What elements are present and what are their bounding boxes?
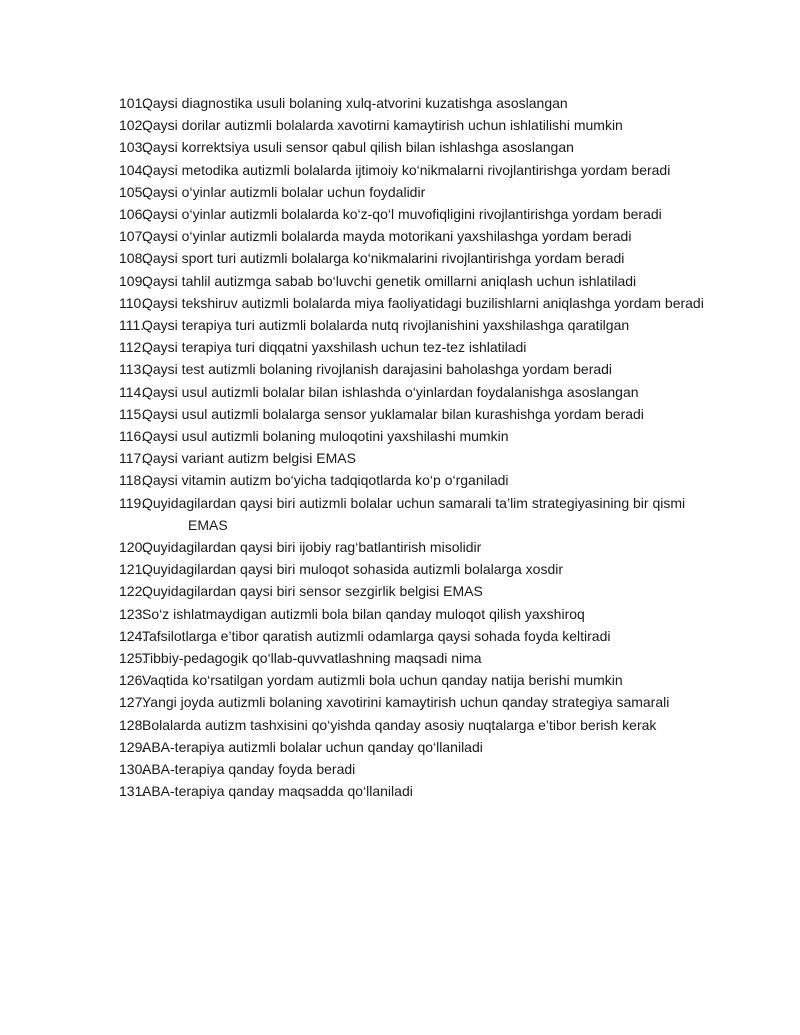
item-text: Tibbiy-pedagogik qo‘llab-quvvatlashning maqsadi nima xyxy=(142,650,482,667)
item-number: 103. xyxy=(119,139,147,156)
item-text: Qaysi dorilar autizmli bolalarda xavotirni kamaytirish uchun ishlatilishi mumkin xyxy=(142,117,623,134)
item-number: 107. xyxy=(119,228,147,245)
list-item xyxy=(119,492,709,536)
item-number: 116. xyxy=(119,428,146,445)
list-item xyxy=(119,159,709,181)
list-item xyxy=(119,358,709,380)
item-text: Qaysi terapiya turi diqqatni yaxshilash uchun tez-tez ishlatiladi xyxy=(142,339,527,356)
item-number: 125. xyxy=(119,650,147,667)
item-text: Qaysi vitamin autizm bo‘yicha tadqiqotlarda ko‘p o‘rganiladi xyxy=(142,472,509,489)
item-number: 127. xyxy=(119,694,147,711)
item-text: Qaysi diagnostika usuli bolaning xulq-atvorini kuzatishga asoslangan xyxy=(142,95,568,111)
item-number: 111. xyxy=(119,317,145,334)
list-item xyxy=(119,381,709,403)
list-item xyxy=(119,270,709,292)
item-number: 128. xyxy=(119,716,147,733)
item-text: Vaqtida ko‘rsatilgan yordam autizmli bola uchun qanday natija berishi mumkin xyxy=(142,672,623,689)
item-number: 124. xyxy=(119,627,147,644)
list-item xyxy=(119,580,709,602)
item-text: Qaysi tekshiruv autizmli bolalarda miya faoliyatidagi buzilishlarni aniqlashga yordam beradi xyxy=(142,294,704,311)
item-number: 104. xyxy=(119,161,147,178)
item-text: Tafsilotlarga e’tibor qaratish autizmli odamlarga qaysi sohada foyda keltiradi xyxy=(142,627,611,644)
item-text: Qaysi test autizmli bolaning rivojlanish darajasini baholashga yordam beradi xyxy=(142,361,613,378)
list-item xyxy=(119,780,709,802)
item-number: 129. xyxy=(119,738,147,755)
item-text: Quyidagilardan qaysi biri sensor sezgirlik belgisi EMAS xyxy=(142,583,483,600)
list-item xyxy=(119,447,709,469)
item-text: ABA-terapiya autizmli bolalar uchun qanday qo‘llaniladi xyxy=(142,738,483,755)
list-item xyxy=(119,714,709,736)
item-number: 114. xyxy=(119,383,146,400)
item-text: So‘z ishlatmaydigan autizmli bola bilan qanday muloqot qilish yaxshiroq xyxy=(142,605,585,622)
item-text: Bolalarda autizm tashxisini qo‘yishda qanday asosiy nuqtalarga e’tibor berish kerak xyxy=(142,716,657,733)
item-number: 102. xyxy=(119,117,147,134)
item-text: Qaysi tahlil autizmga sabab bo‘luvchi genetik omillarni aniqlash uchun ishlatiladi xyxy=(142,272,637,289)
item-text: Qaysi o‘yinlar autizmli bolalarda mayda motorikani yaxshilashga yordam beradi xyxy=(142,228,632,245)
item-text: Qaysi terapiya turi autizmli bolalarda nutq rivojlanishini yaxshilashga qaratilgan xyxy=(142,317,630,334)
item-text: Quyidagilardan qaysi biri ijobiy rag‘batlantirish misolidir xyxy=(142,539,482,556)
item-number: 108. xyxy=(119,250,147,267)
list-item xyxy=(119,603,709,625)
item-text: ABA-terapiya qanday foyda beradi xyxy=(142,761,356,778)
item-number: 112. xyxy=(119,339,146,356)
item-text: Qaysi usul autizmli bolalar bilan ishlashda o‘yinlardan foydalanishga asoslangan xyxy=(142,383,639,400)
item-text: Qaysi usul autizmli bolalarga sensor yuklamalar bilan kurashishga yordam beradi xyxy=(142,405,644,422)
item-text: Qaysi metodika autizmli bolalarda ijtimoiy ko‘nikmalarni rivojlantirishga yordam beradi xyxy=(142,161,671,178)
list-item xyxy=(119,558,709,580)
list-item xyxy=(119,536,709,558)
item-number: 109. xyxy=(119,272,147,289)
item-text: Qaysi o‘yinlar autizmli bolalar uchun foydalidir xyxy=(142,183,426,200)
item-number: 119. xyxy=(119,494,146,511)
item-number: 131. xyxy=(119,783,147,800)
item-number: 101. xyxy=(119,95,147,111)
list-item xyxy=(119,136,709,158)
list-item xyxy=(119,625,709,647)
item-number: 115. xyxy=(119,405,146,422)
item-number: 106. xyxy=(119,206,147,223)
list-item xyxy=(119,736,709,758)
item-text: Qaysi usul autizmli bolaning muloqotini yaxshilashi mumkin xyxy=(142,428,509,445)
item-number: 113. xyxy=(119,361,146,378)
list-item xyxy=(119,314,709,336)
item-number: 122. xyxy=(119,583,147,600)
item-number: 117. xyxy=(119,450,146,467)
item-number: 110. xyxy=(119,294,146,311)
item-text: Qaysi o‘yinlar autizmli bolalarda ko‘z-qo‘l muvofiqligini rivojlantirishga yordam beradi xyxy=(142,206,662,223)
item-text: Quyidagilardan qaysi biri muloqot sohasida autizmli bolalarga xosdir xyxy=(142,561,563,578)
item-text: Qaysi variant autizm belgisi EMAS xyxy=(142,450,356,467)
list-item xyxy=(119,203,709,225)
list-item xyxy=(119,425,709,447)
list-item xyxy=(119,247,709,269)
list-item xyxy=(119,181,709,203)
list-item xyxy=(119,469,709,491)
list-item xyxy=(119,647,709,669)
item-number: 121. xyxy=(119,561,147,578)
list-item xyxy=(119,292,709,314)
item-number: 105. xyxy=(119,183,147,200)
list-item xyxy=(119,92,709,114)
list-item xyxy=(119,758,709,780)
item-number: 120. xyxy=(119,539,147,556)
list-item xyxy=(119,225,709,247)
list-item xyxy=(119,669,709,691)
item-number: 130. xyxy=(119,761,147,778)
list-item xyxy=(119,114,709,136)
list-item xyxy=(119,336,709,358)
item-text: Yangi joyda autizmli bolaning xavotirini kamaytirish uchun qanday strategiya samarali xyxy=(142,694,670,711)
item-text: Qaysi sport turi autizmli bolalarga ko‘nikmalarini rivojlantirishga yordam beradi xyxy=(142,250,625,267)
item-text: Quyidagilardan qaysi biri autizmli bolalar uchun samarali ta’lim strategiyasining bir qismi EMAS xyxy=(142,494,686,533)
item-number: 118. xyxy=(119,472,146,489)
question-list xyxy=(119,92,709,803)
item-number: 126. xyxy=(119,672,147,689)
item-text: ABA-terapiya qanday maqsadda qo‘llaniladi xyxy=(142,783,413,800)
list-item xyxy=(119,403,709,425)
item-text: Qaysi korrektsiya usuli sensor qabul qilish bilan ishlashga asoslangan xyxy=(142,139,574,156)
list-item xyxy=(119,691,709,713)
item-number: 123. xyxy=(119,605,147,622)
